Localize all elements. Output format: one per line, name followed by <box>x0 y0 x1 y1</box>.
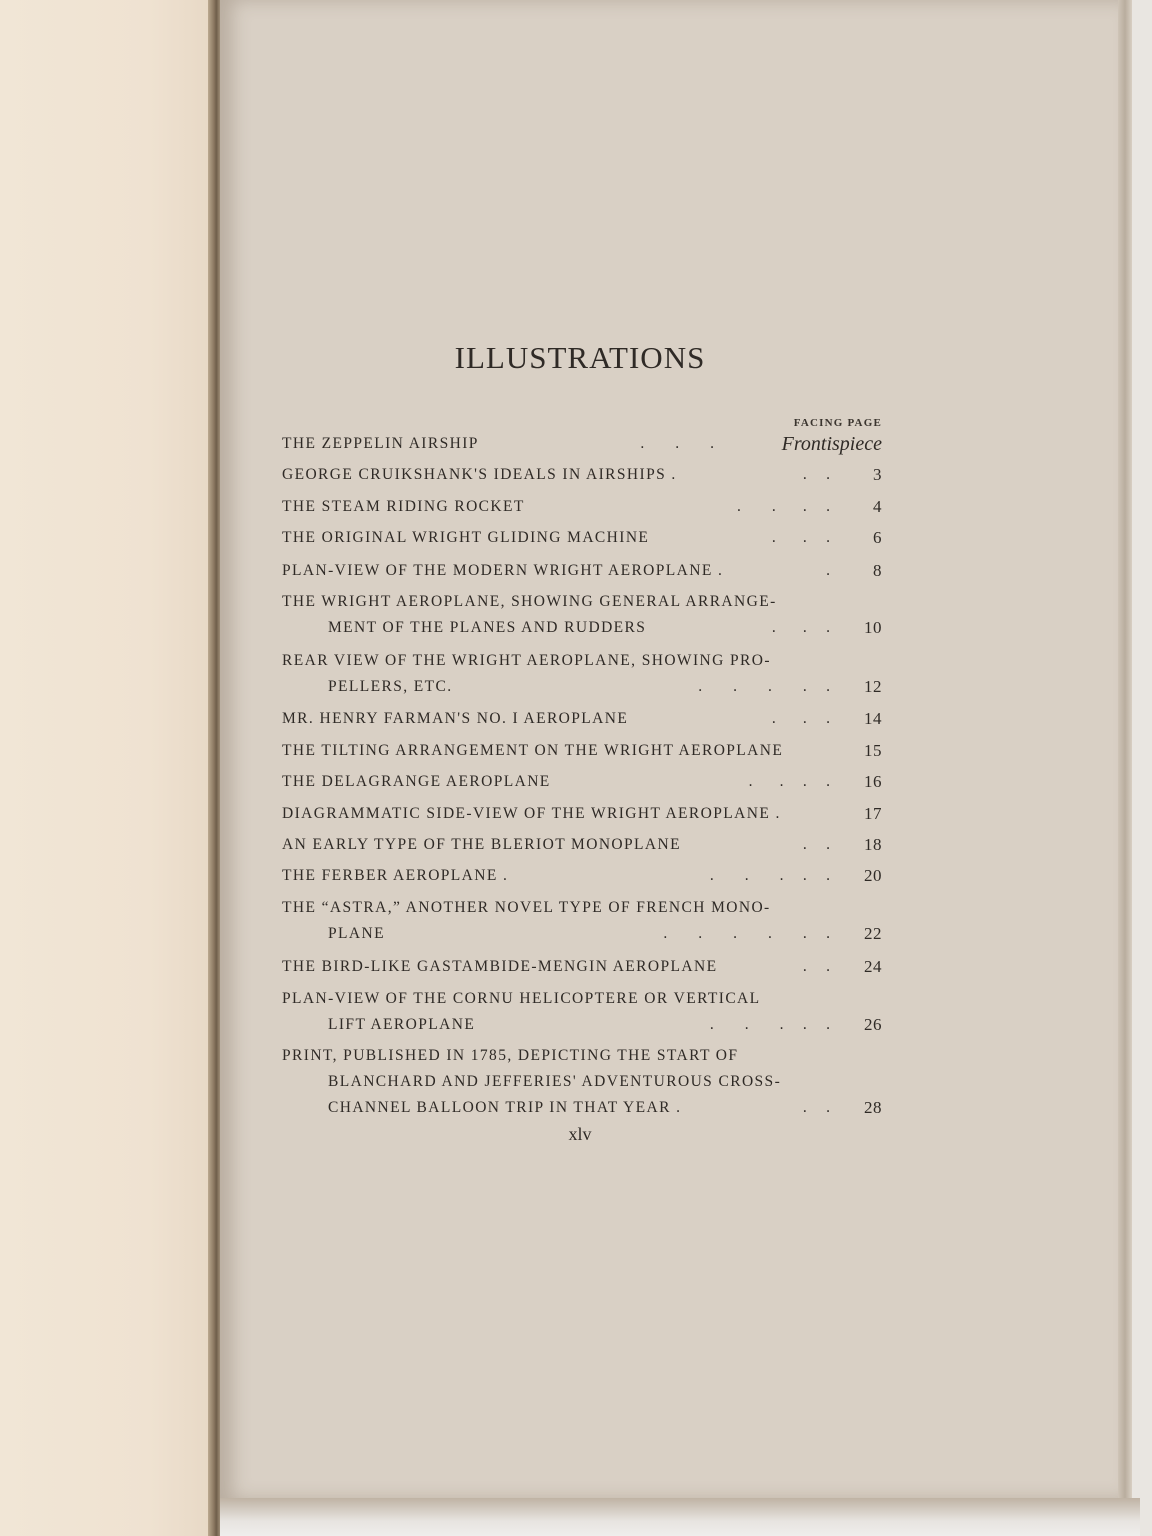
entry-title-line <box>282 863 882 889</box>
entry-title-continued: BLANCHARD AND JEFFERIES' ADVENTUROUS CROSS- <box>328 1073 782 1090</box>
leader-dots: . . . <box>640 435 714 452</box>
entry-page: 8 <box>873 561 882 580</box>
entry-title: THE ORIGINAL WRIGHT GLIDING MACHINE <box>282 529 650 546</box>
list-item <box>282 431 882 457</box>
list-item <box>282 525 882 551</box>
entry-title: THE TILTING ARRANGEMENT ON THE WRIGHT AEROPLANE <box>282 742 784 759</box>
leader-dots: . . <box>802 836 830 853</box>
entry-page: 22 <box>864 924 882 943</box>
entry-title-continued: CHANNEL BALLOON TRIP IN THAT YEAR . <box>328 1099 682 1116</box>
entry-page: Frontispiece <box>781 433 882 455</box>
list-item <box>282 589 882 641</box>
entry-title-line <box>282 921 882 947</box>
entry-title: GEORGE CRUIKSHANK'S IDEALS IN AIRSHIPS . <box>282 466 677 483</box>
leader-dots: . . . <box>771 619 830 636</box>
leader-dots: . . . . . <box>709 1016 830 1033</box>
entry-title-line <box>282 706 882 732</box>
entry-page: 18 <box>864 835 882 854</box>
list-item <box>282 462 882 488</box>
entry-title: PRINT, PUBLISHED IN 1785, DEPICTING THE START OF <box>282 1047 739 1064</box>
list-item <box>282 706 882 732</box>
entry-title-continued: MENT OF THE PLANES AND RUDDERS <box>328 619 647 636</box>
entry-page: 14 <box>864 709 882 728</box>
entry-title-line <box>282 738 882 764</box>
entry-title-line <box>282 1043 882 1069</box>
entry-title-continued: PLANE <box>328 925 385 942</box>
entry-page: 4 <box>873 497 882 516</box>
list-item <box>282 558 882 584</box>
list-item <box>282 1043 882 1121</box>
entry-title-continued: PELLERS, ETC. <box>328 678 453 695</box>
entry-title: THE BIRD-LIKE GASTAMBIDE-MENGIN AEROPLANE <box>282 958 718 975</box>
entry-title-line <box>282 431 882 457</box>
entry-title-line <box>282 674 882 700</box>
entry-title-line <box>282 589 882 615</box>
entry-title: THE “ASTRA,” ANOTHER NOVEL TYPE OF FRENCH MONO- <box>282 899 771 916</box>
leader-dots: . . . . <box>748 773 830 790</box>
leader-dots: . . <box>802 466 830 483</box>
entry-title-continued: LIFT AEROPLANE <box>328 1016 476 1033</box>
entry-title: REAR VIEW OF THE WRIGHT AEROPLANE, SHOWING PRO- <box>282 652 771 669</box>
entry-page: 6 <box>873 528 882 547</box>
list-item <box>282 801 882 827</box>
entry-page: 12 <box>864 677 882 696</box>
entry-page: 10 <box>864 618 882 637</box>
leader-dots: . . . . <box>737 498 830 515</box>
list-item <box>282 769 882 795</box>
leader-dots: . . <box>802 1099 830 1116</box>
entry-title-line <box>282 1012 882 1038</box>
entry-page: 3 <box>873 465 882 484</box>
entry-title-line <box>282 1069 882 1095</box>
leader-dots: . . <box>802 958 830 975</box>
page-bottom-edge <box>220 1498 1140 1536</box>
entry-title-line <box>282 648 882 674</box>
list-item <box>282 863 882 889</box>
page-folio: xlv <box>568 1124 592 1144</box>
leader-dots: . . . . . <box>709 867 830 884</box>
entry-page: 28 <box>864 1098 882 1117</box>
list-item <box>282 648 882 700</box>
entry-title-line <box>282 769 882 795</box>
list-item <box>282 986 882 1038</box>
entry-title: THE DELAGRANGE AEROPLANE <box>282 773 551 790</box>
facing-page-column-header: FACING PAGE <box>793 417 882 429</box>
leader-dots: . . . . . <box>698 678 830 695</box>
entry-title: DIAGRAMMATIC SIDE-VIEW OF THE WRIGHT AEROPLANE . <box>282 805 781 822</box>
entry-title: AN EARLY TYPE OF THE BLERIOT MONOPLANE <box>282 836 681 853</box>
list-item <box>282 832 882 858</box>
entry-title: THE STEAM RIDING ROCKET <box>282 498 525 515</box>
entry-title: PLAN-VIEW OF THE MODERN WRIGHT AEROPLANE . <box>282 562 724 579</box>
entry-title: MR. HENRY FARMAN'S NO. I AEROPLANE <box>282 710 629 727</box>
entry-title-line <box>282 954 882 980</box>
entry-title-line <box>282 615 882 641</box>
entry-page: 17 <box>864 804 882 823</box>
page-edge <box>1118 0 1132 1510</box>
leader-dots: . . . . . . <box>663 925 830 942</box>
entry-title-line <box>282 462 882 488</box>
entry-title-line <box>282 986 882 1012</box>
list-item <box>282 895 882 947</box>
entry-title: THE FERBER AEROPLANE . <box>282 867 509 884</box>
list-item <box>282 494 882 520</box>
left-facing-page <box>0 0 214 1536</box>
leader-dots: . . . <box>771 710 830 727</box>
entry-title-line <box>282 1095 882 1121</box>
entry-title-line <box>282 895 882 921</box>
entry-title: THE ZEPPELIN AIRSHIP <box>282 435 479 452</box>
entry-title-line <box>282 801 882 827</box>
list-item <box>282 954 882 980</box>
leader-dots: . . . <box>771 529 830 546</box>
leader-dots: . <box>826 562 830 579</box>
entry-page: 20 <box>864 866 882 885</box>
entry-title-line <box>282 832 882 858</box>
entry-title: PLAN-VIEW OF THE CORNU HELICOPTERE OR VERTICAL <box>282 990 761 1007</box>
page-title: ILLUSTRATIONS <box>454 340 706 375</box>
entry-title: THE WRIGHT AEROPLANE, SHOWING GENERAL ARRANGE- <box>282 593 777 610</box>
entry-page: 26 <box>864 1015 882 1034</box>
entry-title-line <box>282 525 882 551</box>
entry-page: 24 <box>864 957 882 976</box>
entry-page: 16 <box>864 772 882 791</box>
entry-page: 15 <box>864 741 882 760</box>
entry-title-line <box>282 494 882 520</box>
list-item <box>282 738 882 764</box>
entry-title-line <box>282 558 882 584</box>
